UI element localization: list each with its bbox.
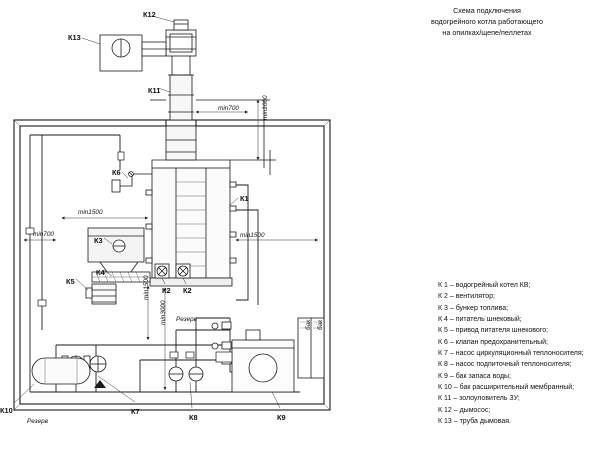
chimney-stack — [166, 20, 196, 120]
legend-item: К 5 – привод питателя шнекового; — [438, 327, 549, 335]
pump-k8 — [169, 367, 203, 381]
legend — [438, 280, 598, 427]
legend-item: К 7 – насос циркуляционный теплоносителя; — [438, 349, 584, 357]
water-tank-k9 — [232, 330, 294, 392]
expansion-tank-k10 — [32, 358, 90, 384]
dimension-min1500-v: min1500 — [143, 275, 150, 300]
callout-k2b: К2 — [183, 286, 192, 295]
title-line-2: водогрейного котла работающего — [430, 16, 544, 26]
dimension-min700-l: min700 — [33, 231, 54, 238]
callout-k9: К9 — [277, 413, 286, 422]
legend-item: К 13 – труба дымовая. — [438, 417, 511, 425]
callout-k7: К7 — [131, 407, 140, 416]
drawing-title — [382, 6, 592, 38]
title-line-1: Схема подключения — [453, 6, 521, 15]
legend-item: К 6 – клапан предохранительный; — [438, 338, 548, 346]
callout-k13: К13 — [68, 33, 81, 42]
legend-item: К 8 – насос подпиточный теплоносителя; — [438, 361, 572, 369]
ash-box-k13 — [100, 35, 166, 71]
callout-k2a: К2 — [162, 286, 171, 295]
legend-item: К 12 – дымосос; — [438, 406, 491, 414]
dimension-min1500-l: min1500 — [78, 209, 103, 216]
fan-k2-right — [176, 264, 190, 278]
callout-k8: К8 — [189, 413, 198, 422]
callout-k10: К10 — [0, 406, 13, 415]
legend-item: К 4 – питатель шнековый; — [438, 315, 522, 323]
roof-opening — [166, 120, 196, 126]
callout-k11: К11 — [148, 86, 161, 95]
auger-drive-k5 — [86, 284, 116, 304]
legend-item: К 11 – золоуловитель ЗУ; — [438, 395, 520, 403]
callout-k3: К3 — [94, 236, 103, 245]
title-line-3: на опилках/щепе/пеллетах — [442, 27, 532, 37]
callout-k12: К12 — [143, 10, 156, 19]
dimension-min3000-v: min3000 — [160, 300, 167, 325]
legend-item: К 1 – водогрейный котел КВ; — [438, 282, 531, 289]
callout-k4: К4 — [96, 268, 105, 277]
callout-k1: К1 — [240, 194, 249, 203]
legend-item: К 2 – вентилятор; — [438, 293, 495, 301]
note-reserv1: Резерв — [176, 316, 198, 323]
pump-k7-b — [90, 356, 106, 372]
legend-item: К 9 – бак запаса воды; — [438, 372, 512, 380]
equipment-label-tank-left: бак — [305, 319, 312, 330]
boiler-k1 — [146, 126, 236, 286]
dimension-min1500-r: min1500 — [240, 232, 265, 239]
note-reserv2: Резерв — [27, 418, 49, 425]
callout-k6: К6 — [112, 168, 121, 177]
dimension-min1000: min1000 — [262, 95, 269, 120]
callout-k5: К5 — [66, 277, 75, 286]
equipment-label-tank-right: бак — [317, 319, 324, 330]
legend-item: К 10 – бак расширительный мембранный; — [438, 383, 575, 391]
legend-item: К 3 – бункер топлива; — [438, 304, 509, 312]
dimension-min700-top: min700 — [218, 105, 239, 112]
fan-k2-left — [155, 264, 169, 278]
